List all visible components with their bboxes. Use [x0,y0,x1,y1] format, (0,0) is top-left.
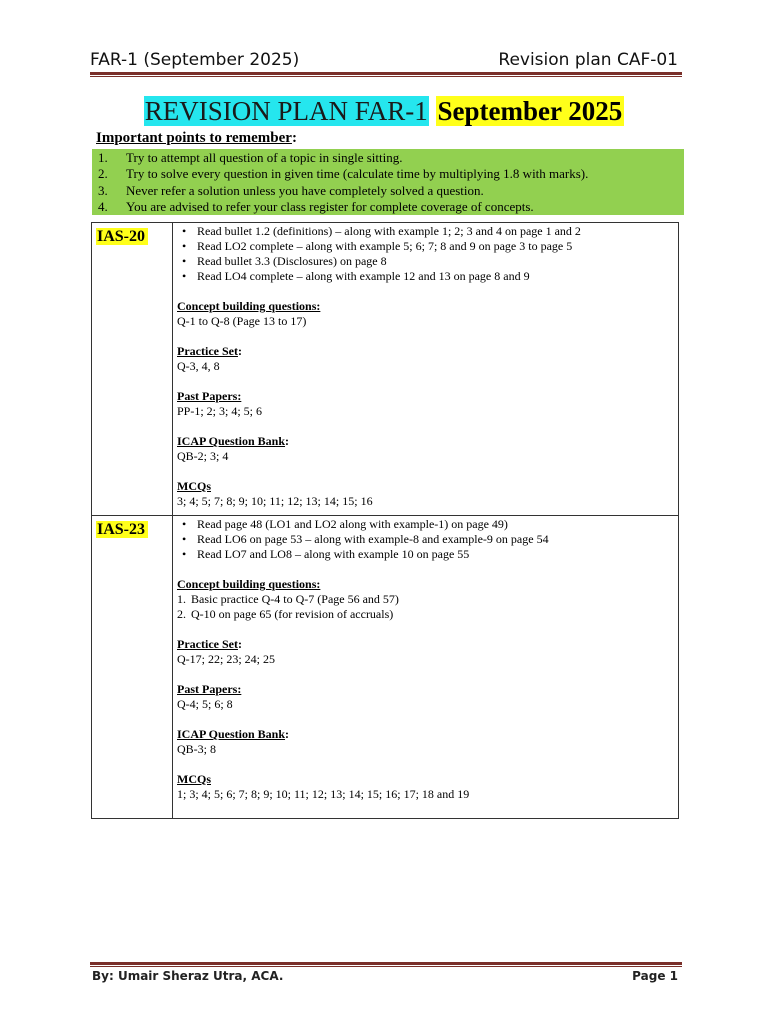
topic-tag-ias-23: IAS-23 [96,521,148,538]
topic-content [173,223,679,516]
mcq-section [177,479,674,509]
page-header [90,48,680,74]
page-footer [92,969,680,983]
topic-tag-ias-20: IAS-20 [96,228,148,245]
icap-heading: ICAP Question Bank: [177,727,290,741]
topic-content [173,516,679,819]
reading-item: • Read LO2 complete – along with example 5; 6; 7; 8 and 9 on page 3 to page 5 [197,239,674,254]
practice-line: Q-3, 4, 8 [177,359,220,373]
reading-item: • Read page 48 (LO1 and LO2 along with example-1) on page 49) [197,517,674,532]
reading-item: • Read bullet 3.3 (Disclosures) on page 8 [197,254,674,269]
practice-section [177,344,674,374]
point-item: 2. Try to solve every question in given time (calculate time by multiplying 1.8 with marks). [98,166,589,182]
icap-heading: ICAP Question Bank: [177,434,290,448]
point-item: 1. Try to attempt all question of a topic in single sitting. [98,150,403,165]
icap-section [177,727,674,757]
footer-rule-thin [90,966,682,967]
past-papers-section [177,389,674,419]
page-number: Page 1 [632,969,678,983]
mcq-section [177,772,674,802]
icap-section [177,434,674,464]
concept-item: 1. Basic practice Q-4 to Q-7 (Page 56 and 57) [177,592,399,606]
mcq-heading: MCQs [177,772,211,786]
concept-item: 2. Q-10 on page 65 (for revision of accruals) [177,607,394,621]
table-row-ias-23 [92,516,679,819]
practice-section [177,637,674,667]
past-papers-heading: Past Papers: [177,682,242,696]
icap-line: QB-3; 8 [177,742,216,756]
reading-list [177,224,674,284]
past-papers-line: PP-1; 2; 3; 4; 5; 6 [177,404,263,418]
reading-list [177,517,674,562]
concept-line: Q-1 to Q-8 (Page 13 to 17) [177,314,307,328]
point-item: 3. Never refer a solution unless you have completely solved a question. [98,182,484,198]
topic-cell [92,516,173,819]
mcq-heading: MCQs [177,479,211,493]
title-part-1: REVISION PLAN FAR-1 [144,96,428,126]
title-part-2: September 2025 [437,96,623,126]
reading-item: • Read LO4 complete – along with example 12 and 13 on page 8 and 9 [197,269,674,284]
practice-heading: Practice Set: [177,637,242,651]
important-points-heading: Important points to remember: [96,130,297,146]
header-rule-thick [90,72,682,75]
concept-section [177,577,674,622]
point-item: 4. You are advised to refer your class register for complete coverage of concepts. [98,198,534,214]
concept-heading: Concept building questions: [177,577,321,591]
mcq-line: 3; 4; 5; 7; 8; 9; 10; 11; 12; 13; 14; 15; 16 [177,494,373,508]
reading-item: • Read LO7 and LO8 – along with example 10 on page 55 [197,547,674,562]
header-left-text: FAR-1 (September 2025) [90,50,300,70]
past-papers-heading: Past Papers: [177,389,242,403]
practice-heading: Practice Set: [177,344,242,358]
important-points-box [92,149,684,215]
revision-plan-table [91,222,679,819]
mcq-line: 1; 3; 4; 5; 6; 7; 8; 9; 10; 11; 12; 13; 14; 15; 16; 17; 18 and 19 [177,787,470,801]
icap-line: QB-2; 3; 4 [177,449,229,463]
table-row-ias-20 [92,223,679,516]
header-right-text: Revision plan CAF-01 [498,50,678,70]
footer-author: By: Umair Sheraz Utra, ACA. [92,969,284,983]
topic-cell [92,223,173,516]
page-title [0,94,768,128]
reading-item: • Read bullet 1.2 (definitions) – along with example 1; 2; 3 and 4 on page 1 and 2 [197,224,674,239]
header-rule-thin [90,76,682,77]
concept-heading: Concept building questions: [177,299,321,313]
past-papers-section [177,682,674,712]
concept-section [177,299,674,329]
reading-item: • Read LO6 on page 53 – along with example-8 and example-9 on page 54 [197,532,674,547]
practice-line: Q-17; 22; 23; 24; 25 [177,652,275,666]
past-papers-line: Q-4; 5; 6; 8 [177,697,233,711]
footer-rule-thick [90,962,682,965]
